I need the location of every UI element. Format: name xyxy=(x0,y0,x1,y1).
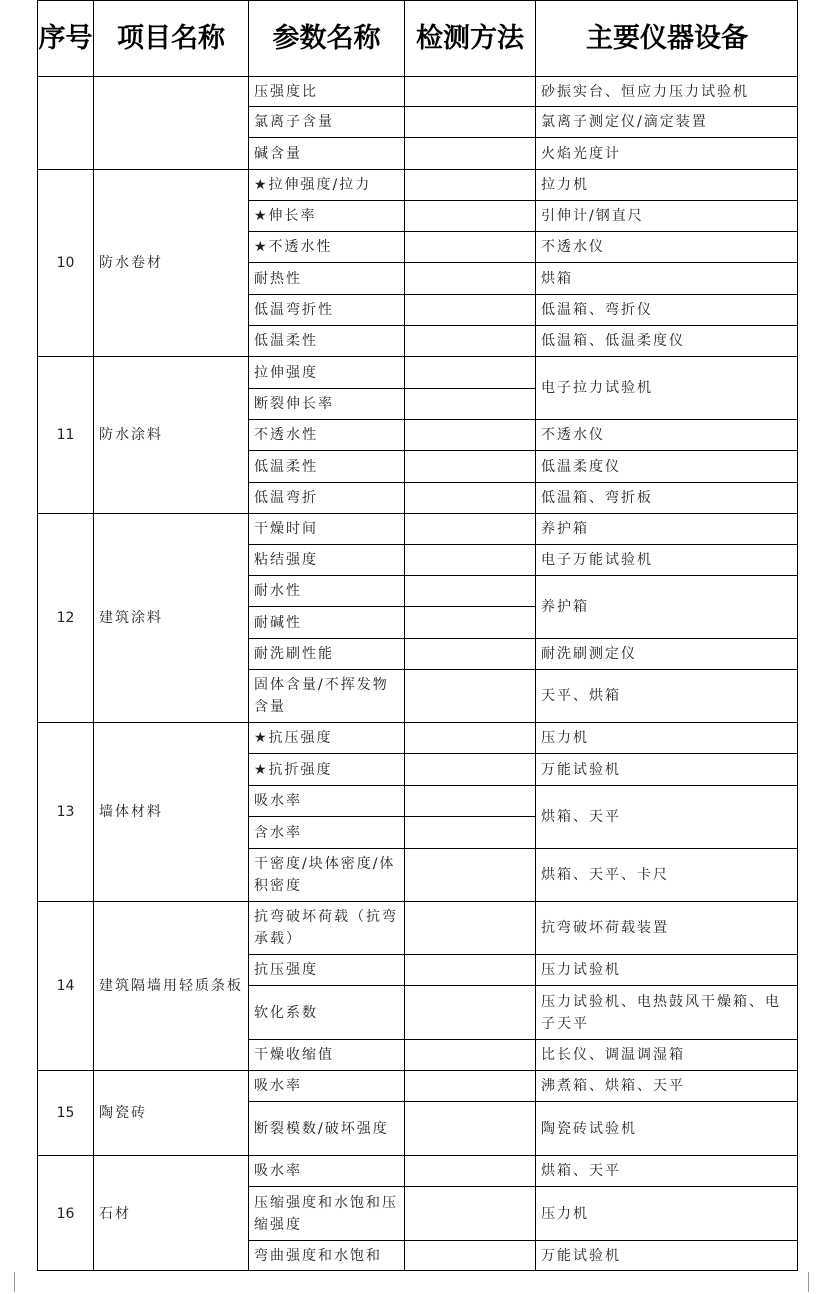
param-name: 氯离子含量 xyxy=(248,106,404,137)
page-corner-mark xyxy=(808,1272,809,1292)
header-test-method: 检测方法 xyxy=(404,0,535,76)
test-method-cell xyxy=(404,722,535,753)
equipment-name: 拉力机 xyxy=(535,169,798,200)
test-method-cell xyxy=(404,753,535,785)
test-method-cell xyxy=(404,848,535,901)
param-name: 干燥时间 xyxy=(248,513,404,544)
equipment-name: 烘箱 xyxy=(535,262,798,294)
item-name xyxy=(93,76,248,169)
param-name: ★抗压强度 xyxy=(248,722,404,753)
param-name: 固体含量/不挥发物含量 xyxy=(248,669,404,722)
test-method-cell xyxy=(404,544,535,575)
equipment-name: 低温箱、弯折仪 xyxy=(535,294,798,325)
test-method-cell xyxy=(404,1101,535,1155)
equipment-name: 压力试验机 xyxy=(535,954,798,985)
param-name: ★不透水性 xyxy=(248,231,404,262)
equipment-name: 烘箱、天平 xyxy=(535,1155,798,1186)
equipment-name: 火焰光度计 xyxy=(535,137,798,169)
test-method-cell xyxy=(404,200,535,231)
equipment-name: 砂振实台、恒应力压力试验机 xyxy=(535,76,798,106)
param-name: ★拉伸强度/拉力 xyxy=(248,169,404,200)
test-method-cell xyxy=(404,137,535,169)
equipment-name: 不透水仪 xyxy=(535,419,798,450)
item-name: 防水涂料 xyxy=(93,356,248,513)
page-corner-mark xyxy=(14,1272,15,1292)
test-method-cell xyxy=(404,169,535,200)
equipment-name: 低温箱、弯折板 xyxy=(535,482,798,513)
test-method-cell xyxy=(404,1186,535,1240)
param-name: 低温柔性 xyxy=(248,325,404,356)
equipment-name: 压力机 xyxy=(535,722,798,753)
equipment-name: 万能试验机 xyxy=(535,753,798,785)
param-name: 压缩强度和水饱和压缩强度 xyxy=(248,1186,404,1240)
param-name: 拉伸强度 xyxy=(248,356,404,388)
test-method-cell xyxy=(404,606,535,638)
equipment-name: 电子万能试验机 xyxy=(535,544,798,575)
param-name: 耐碱性 xyxy=(248,606,404,638)
equipment-name: 比长仪、调温调湿箱 xyxy=(535,1039,798,1070)
param-name: 断裂伸长率 xyxy=(248,388,404,419)
equipment-name: 电子拉力试验机 xyxy=(535,356,798,419)
equipment-name: 引伸计/钢直尺 xyxy=(535,200,798,231)
test-method-cell xyxy=(404,262,535,294)
param-name: 不透水性 xyxy=(248,419,404,450)
param-name: 低温弯折 xyxy=(248,482,404,513)
test-method-cell xyxy=(404,1155,535,1186)
test-method-cell xyxy=(404,816,535,848)
equipment-name: 沸煮箱、烘箱、天平 xyxy=(535,1070,798,1101)
param-name: 干燥收缩值 xyxy=(248,1039,404,1070)
test-method-cell xyxy=(404,325,535,356)
test-method-cell xyxy=(404,482,535,513)
test-method-cell xyxy=(404,985,535,1039)
row-seq-number: 14 xyxy=(37,901,93,1070)
test-method-cell xyxy=(404,450,535,482)
header-item-name: 项目名称 xyxy=(93,0,248,76)
test-method-cell xyxy=(404,388,535,419)
param-name: 耐水性 xyxy=(248,575,404,606)
test-method-cell xyxy=(404,785,535,816)
equipment-name: 耐洗刷测定仪 xyxy=(535,638,798,669)
param-name: 低温柔性 xyxy=(248,450,404,482)
test-method-cell xyxy=(404,76,535,106)
param-name: 耐热性 xyxy=(248,262,404,294)
test-method-cell xyxy=(404,954,535,985)
test-method-cell xyxy=(404,1039,535,1070)
row-seq-number: 15 xyxy=(37,1070,93,1155)
equipment-name: 烘箱、天平 xyxy=(535,785,798,848)
param-name: 粘结强度 xyxy=(248,544,404,575)
row-seq-number: 11 xyxy=(37,356,93,513)
test-method-cell xyxy=(404,1070,535,1101)
param-name: 抗压强度 xyxy=(248,954,404,985)
equipment-name: 氯离子测定仪/滴定装置 xyxy=(535,106,798,137)
item-name: 石材 xyxy=(93,1155,248,1271)
test-method-cell xyxy=(404,513,535,544)
param-name: 抗弯破坏荷载（抗弯承载） xyxy=(248,901,404,954)
equipment-name: 抗弯破坏荷载装置 xyxy=(535,901,798,954)
test-method-cell xyxy=(404,575,535,606)
row-seq-number: 10 xyxy=(37,169,93,356)
equipment-name: 压力机 xyxy=(535,1186,798,1240)
param-name: 弯曲强度和水饱和 xyxy=(248,1240,404,1271)
equipment-name: 万能试验机 xyxy=(535,1240,798,1271)
item-name: 墙体材料 xyxy=(93,722,248,901)
row-seq-number: 16 xyxy=(37,1155,93,1271)
item-name: 建筑涂料 xyxy=(93,513,248,722)
test-method-cell xyxy=(404,294,535,325)
test-method-cell xyxy=(404,669,535,722)
test-method-cell xyxy=(404,419,535,450)
equipment-name: 陶瓷砖试验机 xyxy=(535,1101,798,1155)
param-name: 吸水率 xyxy=(248,785,404,816)
equipment-name: 低温柔度仪 xyxy=(535,450,798,482)
row-seq-number xyxy=(37,76,93,169)
equipment-name: 天平、烘箱 xyxy=(535,669,798,722)
test-method-cell xyxy=(404,106,535,137)
header-seq: 序号 xyxy=(37,0,93,76)
item-name: 防水卷材 xyxy=(93,169,248,356)
param-name: 断裂模数/破坏强度 xyxy=(248,1101,404,1155)
equipment-name: 低温箱、低温柔度仪 xyxy=(535,325,798,356)
equipment-name: 养护箱 xyxy=(535,575,798,638)
equipment-name: 烘箱、天平、卡尺 xyxy=(535,848,798,901)
test-method-cell xyxy=(404,231,535,262)
param-name: 碱含量 xyxy=(248,137,404,169)
equipment-name: 养护箱 xyxy=(535,513,798,544)
test-method-cell xyxy=(404,356,535,388)
param-name: ★抗折强度 xyxy=(248,753,404,785)
row-seq-number: 12 xyxy=(37,513,93,722)
equipment-name: 不透水仪 xyxy=(535,231,798,262)
header-main-equipment: 主要仪器设备 xyxy=(535,0,798,76)
param-name: 压强度比 xyxy=(248,76,404,106)
param-name: 含水率 xyxy=(248,816,404,848)
test-method-cell xyxy=(404,638,535,669)
param-name: 低温弯折性 xyxy=(248,294,404,325)
param-name: 干密度/块体密度/体积密度 xyxy=(248,848,404,901)
param-name: 吸水率 xyxy=(248,1155,404,1186)
test-method-cell xyxy=(404,1240,535,1271)
param-name: 耐洗刷性能 xyxy=(248,638,404,669)
row-seq-number: 13 xyxy=(37,722,93,901)
param-name: 吸水率 xyxy=(248,1070,404,1101)
item-name: 陶瓷砖 xyxy=(93,1070,248,1155)
test-method-cell xyxy=(404,901,535,954)
item-name: 建筑隔墙用轻质条板 xyxy=(93,901,248,1070)
param-name: ★伸长率 xyxy=(248,200,404,231)
equipment-name: 压力试验机、电热鼓风干燥箱、电子天平 xyxy=(535,985,798,1039)
param-name: 软化系数 xyxy=(248,985,404,1039)
header-param-name: 参数名称 xyxy=(248,0,404,76)
